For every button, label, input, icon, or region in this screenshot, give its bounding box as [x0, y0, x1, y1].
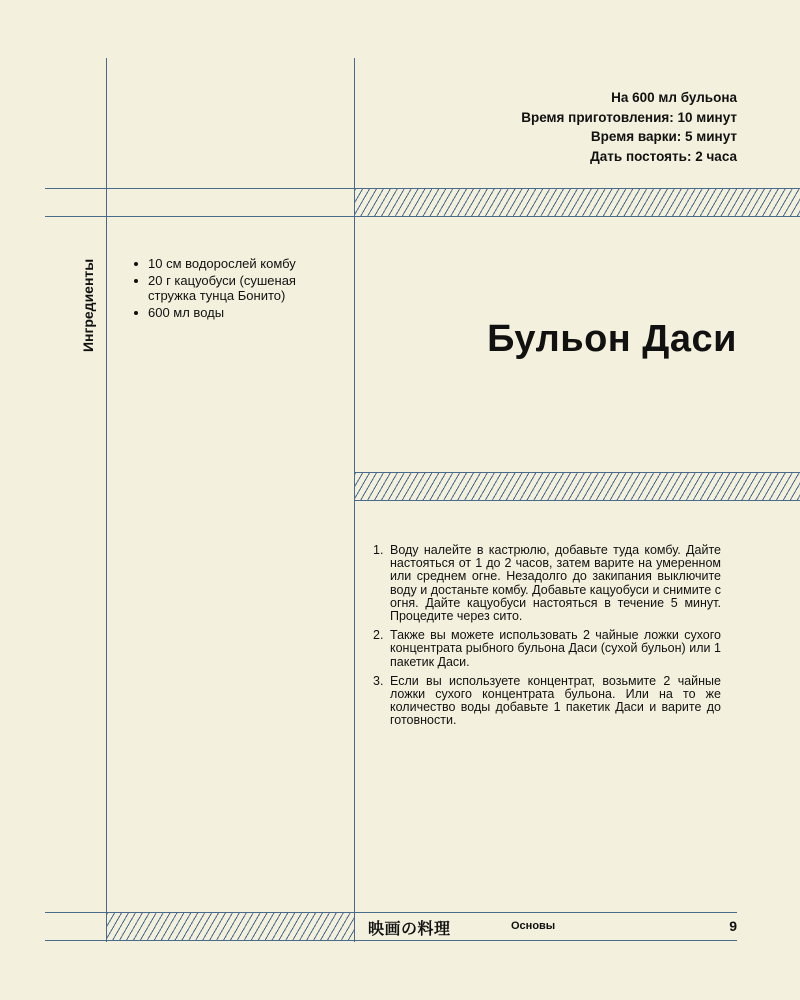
info-cook-time: Время варки: 5 минут [590, 129, 737, 144]
ingredient-item: 600 мл воды [118, 305, 318, 320]
ingredient-item: 20 г кацуобуси (сушеная стружка тунца Бонито) [118, 273, 318, 303]
recipe-step [373, 544, 721, 623]
grid-line-left [106, 58, 107, 942]
step-text: Воду налейте в кастрюлю, добавьте туда комбу. Дайте настояться от 1 до 2 часов, затем варите на умеренном или среднем огне. Незадолго до закипания выключите воду и достаньте комбу. Добавьте кацуобуси и снимите с огня. Дайте кацуобуси настояться в течение 5 минут. Процедите через сито. [390, 543, 721, 624]
hatched-band-footer [107, 912, 354, 941]
hatched-band-top [355, 188, 800, 217]
page-number: 9 [729, 918, 737, 934]
ingredient-item: 10 см водорослей комбу [118, 256, 318, 271]
step-text: Также вы можете использовать 2 чайные ложки сухого концентрата рыбного бульона Даси (сухой бульон) или 1 пакетик Даси. [390, 628, 721, 669]
step-number: 3. [373, 673, 384, 688]
info-prep-time: Время приготовления: 10 минут [521, 109, 737, 125]
step-number: 2. [373, 628, 384, 643]
recipe-title: Бульон Даси [487, 318, 737, 360]
recipe-steps [373, 544, 721, 734]
ingredients-list [118, 256, 318, 322]
grid-line-top-band-lower [45, 216, 355, 217]
recipe-step [373, 629, 721, 669]
step-number: 1. [373, 543, 384, 557]
recipe-step [373, 675, 721, 728]
hatched-band-middle [355, 472, 800, 501]
footer-brand: 映画の料理 [368, 921, 451, 938]
info-rest-time: Дать постоять: 2 часа [590, 148, 737, 164]
ingredients-heading: Ингредиенты [80, 258, 96, 352]
recipe-info [521, 88, 737, 166]
footer-section: Основы [511, 920, 556, 932]
step-text: Если вы используете концентрат, возьмите 2 чайные ложки сухого концентрата бульона. Или на то же количество воды добавьте 1 пакетик Даси и варите до готовности. [390, 673, 721, 728]
grid-line-top-band-upper [45, 188, 355, 189]
info-yield: На 600 мл бульона [611, 90, 737, 105]
